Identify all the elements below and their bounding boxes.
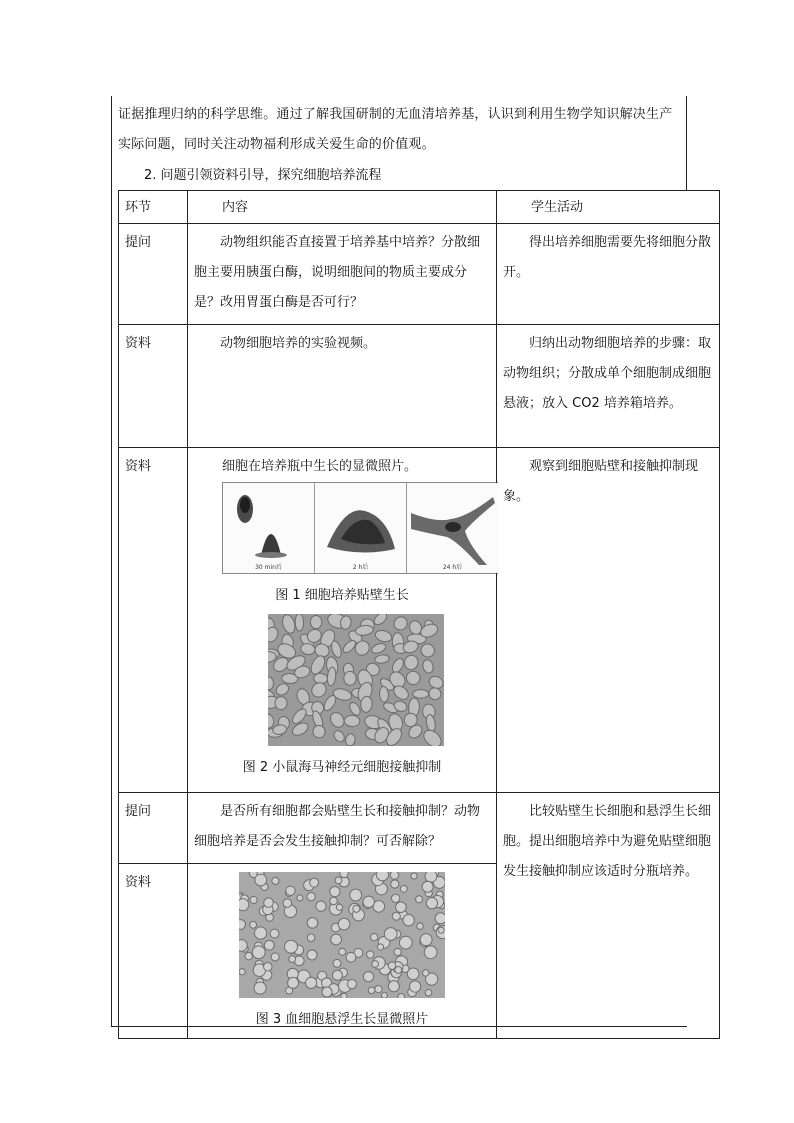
header-stage: 环节 — [125, 200, 152, 215]
strip-label-2: 2 h后 — [352, 564, 369, 571]
header-activity: 学生活动 — [531, 200, 584, 215]
flattened-cell-image — [407, 483, 498, 573]
photo-2h — [315, 483, 407, 573]
neuron-contact-inhibition-image — [268, 614, 444, 746]
row4-activity: 比较贴壁生长细胞和悬浮生长细胞。提出细胞培养中为避免贴壁细胞发生接触抑制应该适时分瓶培养。 — [503, 804, 712, 879]
culture-flow-table — [118, 190, 720, 1039]
table-row — [119, 793, 720, 864]
strip-label-3: 24 h后 — [442, 564, 463, 571]
table-header-row — [119, 191, 720, 224]
row1-activity: 得出培养细胞需要先将细胞分散开。 — [503, 235, 712, 280]
row2-content: 动物细胞培养的实验视频。 — [220, 336, 377, 351]
table-row — [119, 448, 720, 793]
row2-stage: 资料 — [125, 336, 152, 351]
table-row — [119, 224, 720, 325]
row4-stage: 提问 — [125, 804, 152, 819]
frame-left-border — [111, 96, 112, 190]
figure3-caption: 图 3 血细胞悬浮生长显微照片 — [255, 1012, 429, 1027]
row5-stage: 资料 — [125, 875, 152, 890]
row1-stage: 提问 — [125, 235, 152, 250]
row3-content: 细胞在培养瓶中生长的显微照片。 — [222, 459, 418, 474]
photo-24h — [407, 483, 498, 573]
table-row — [119, 325, 720, 448]
header-content: 内容 — [222, 200, 249, 215]
row3-activity: 观察到细胞贴壁和接触抑制现象。 — [503, 459, 699, 504]
figure1-caption: 图 1 细胞培养贴壁生长 — [275, 588, 409, 603]
row1-content: 动物组织能否直接置于培养基中培养？分散细胞主要用胰蛋白酶，说明细胞间的物质主要成分是？改用胃蛋白酶是否可行？ — [194, 235, 481, 310]
row4-content: 是否所有细胞都会贴壁生长和接触抑制？动物细胞培养是否会发生接触抑制？可否解除？ — [194, 804, 481, 849]
attached-cell-cone-image — [223, 483, 314, 573]
row2-activity: 归纳出动物细胞培养的步骤：取动物组织；分散成单个细胞制成细胞悬液；放入 CO2 培养箱培养。 — [503, 336, 712, 411]
outer-left-border — [111, 190, 112, 1027]
attached-growth-photo-strip — [222, 482, 498, 574]
strip-label-1: 30 min后 — [255, 564, 282, 571]
figure2-caption: 图 2 小鼠海马神经元细胞接触抑制 — [242, 760, 442, 775]
section-subheading: 2. 问题引领资料引导，探究细胞培养流程 — [144, 168, 382, 183]
spreading-cell-image — [315, 483, 406, 573]
suspended-blood-cell-image — [239, 872, 445, 998]
intro-paragraph: 证据推理归纳的科学思维。通过了解我国研制的无血清培养基，认识到利用生物学知识解决生产实际问题，同时关注动物福利形成关爱生命的价值观。 — [118, 107, 673, 152]
photo-30min — [223, 483, 315, 573]
row3-stage: 资料 — [125, 459, 152, 474]
frame-right-border — [686, 96, 687, 190]
